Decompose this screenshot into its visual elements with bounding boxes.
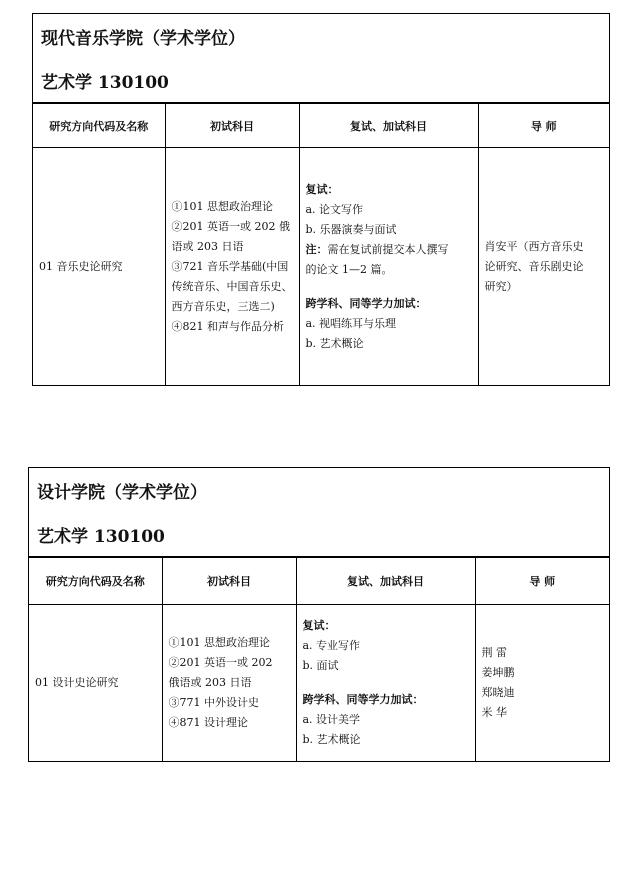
exam-line: 西方音乐史，三选二) xyxy=(171,299,275,313)
retest-title: 复试： xyxy=(305,182,339,196)
discipline-title: 艺术学 130100 xyxy=(37,527,165,547)
college-block-music xyxy=(32,13,610,386)
exam-line: ②201 英语一或 202 俄 xyxy=(171,219,290,233)
mentor-line: 论研究、音乐剧史论 xyxy=(484,259,584,273)
col-header-retest: 复试、加试科目 xyxy=(299,104,478,148)
extra-item: a. 设计美学 xyxy=(302,713,361,727)
program-table xyxy=(29,557,609,762)
college-title: 现代音乐学院（学术学位） xyxy=(41,29,245,49)
exam-line: ②201 英语一或 202 xyxy=(168,656,273,670)
table-row xyxy=(29,605,609,762)
note-line: 需在复试前提交本人撰写 xyxy=(327,242,449,256)
program-table xyxy=(33,103,609,386)
retest-cell xyxy=(299,148,478,386)
retest-item: a. 专业写作 xyxy=(302,639,361,653)
direction-cell xyxy=(33,148,165,386)
direction-text: 01 设计史论研究 xyxy=(35,676,119,690)
exam-line: ④871 设计理论 xyxy=(168,716,248,730)
exam-line: ③771 中外设计史 xyxy=(168,696,259,710)
col-header-mentor: 导 师 xyxy=(478,104,609,148)
mentor-line: 研究） xyxy=(484,279,518,293)
block-header xyxy=(29,468,609,557)
exam-cell xyxy=(165,148,299,386)
retest-cell xyxy=(296,605,475,762)
college-block-design xyxy=(28,467,610,762)
mentor-cell xyxy=(478,148,609,386)
note-label: 注： xyxy=(305,242,328,256)
retest-note xyxy=(306,240,472,260)
block-header xyxy=(33,14,609,103)
exam-line: ①101 思想政治理论 xyxy=(171,199,273,213)
exam-line: 俄语或 203 日语 xyxy=(168,676,252,690)
table-row xyxy=(33,148,609,386)
exam-line: 传统音乐、中国音乐史、 xyxy=(171,279,293,293)
retest-item: b. 乐器演奏与面试 xyxy=(305,222,397,236)
exam-line: ④821 和声与作品分析 xyxy=(171,319,284,333)
extra-item: a. 视唱练耳与乐理 xyxy=(305,316,397,330)
note-line: 的论文 1—2 篇。 xyxy=(305,262,393,276)
col-header-exam: 初试科目 xyxy=(162,558,296,605)
col-header-direction: 研究方向代码及名称 xyxy=(29,558,162,605)
extra-item: b. 艺术概论 xyxy=(305,336,364,350)
exam-cell xyxy=(162,605,296,762)
exam-line: ①101 思想政治理论 xyxy=(168,636,270,650)
mentor-line: 姜坤鹏 xyxy=(481,666,515,680)
exam-line: ③721 音乐学基础(中国 xyxy=(171,259,289,273)
retest-item: a. 论文写作 xyxy=(305,202,364,216)
mentor-line: 郑晓迪 xyxy=(481,686,515,700)
col-header-retest: 复试、加试科目 xyxy=(296,558,475,605)
direction-text: 01 音乐史论研究 xyxy=(39,259,123,273)
retest-item: b. 面试 xyxy=(302,659,339,673)
col-header-exam: 初试科目 xyxy=(165,104,299,148)
discipline-title: 艺术学 130100 xyxy=(41,73,169,93)
exam-line: 语或 203 日语 xyxy=(171,239,244,253)
mentor-line: 米 华 xyxy=(481,706,507,720)
mentor-cell xyxy=(475,605,609,762)
col-header-mentor: 导 师 xyxy=(475,558,609,605)
college-title: 设计学院（学术学位） xyxy=(37,483,207,503)
retest-title: 复试： xyxy=(302,619,336,633)
extra-item: b. 艺术概论 xyxy=(302,733,361,747)
direction-cell xyxy=(29,605,162,762)
extra-title: 跨学科、同等学力加试： xyxy=(305,296,427,310)
col-header-direction: 研究方向代码及名称 xyxy=(33,104,165,148)
mentor-line: 肖安平（西方音乐史 xyxy=(484,239,584,253)
extra-title: 跨学科、同等学力加试： xyxy=(302,693,424,707)
mentor-line: 荆 雷 xyxy=(481,646,507,660)
